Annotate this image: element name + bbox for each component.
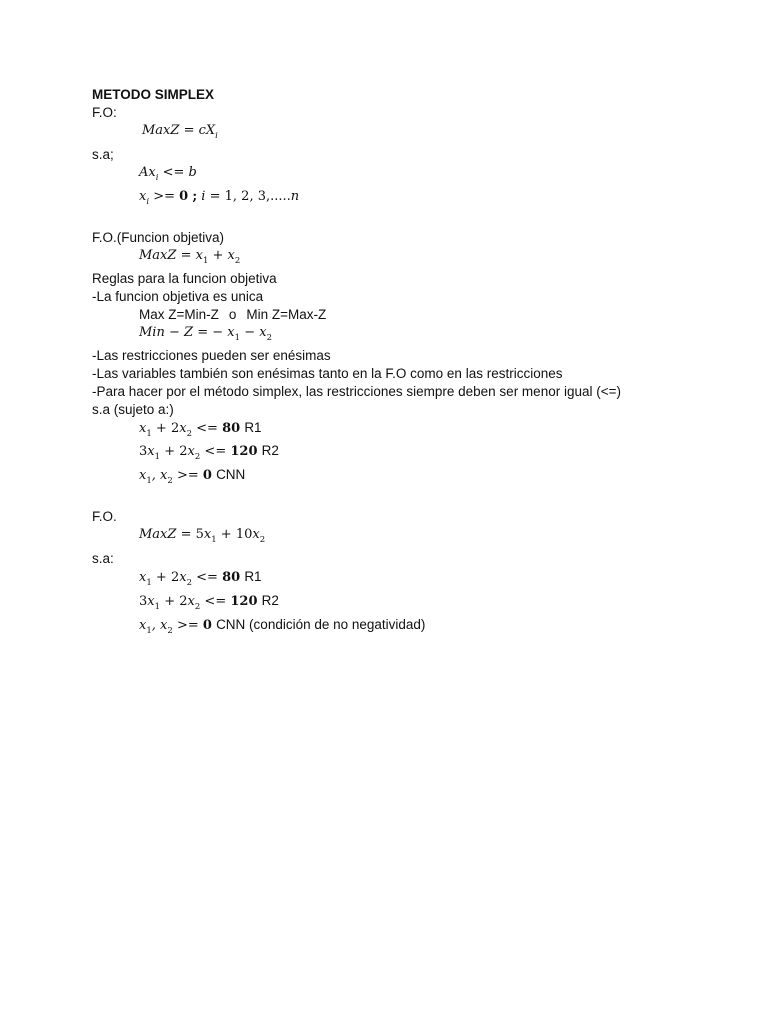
rule-variables: -Las variables también son enésimas tanto en la F.O como en las restricciones (92, 366, 563, 381)
example-constraint-cnn: $x_1$, $x_2 >= 0$ CNN (condición de no negatividad) (139, 617, 426, 636)
example-constraint-r2: $3x_1 + 2x_2 <= 120$ R2 (139, 593, 279, 612)
sa-label: s.a; (92, 147, 114, 162)
constraint-cnn: $x_1$, $x_2 >= 0$ CNN (139, 467, 246, 486)
fo-label-example: F.O. (92, 509, 117, 524)
fo-label: F.O: (92, 105, 117, 120)
constraint-general: $Ax_i <= b$ (139, 165, 197, 183)
rules-heading: Reglas para la funcion objetiva (92, 271, 277, 286)
page-title: METODO SIMPLEX (92, 87, 215, 102)
objective-example: MaxZ = $5x_1 + 10x_2$ (139, 527, 266, 545)
fo-label-objetiva: F.O.(Funcion objetiva) (92, 230, 225, 245)
equivalence-line: Max Z=Min-Z o Min Z=Max-Z (139, 307, 327, 322)
min-expression: Min − Z = − $x_1 - x_2$ (139, 325, 272, 343)
constraint-r1: $x_1 + 2x_2 <= 80$ R1 (139, 420, 262, 439)
rule-simplex: -Para hacer por el método simplex, las restricciones siempre deben ser menor igual (<=) (92, 384, 621, 399)
objective-general: MaxZ = $cX_i$ (142, 123, 218, 141)
rule-unique: -La funcion objetiva es unica (92, 289, 264, 304)
constraint-r2: $3x_1 + 2x_2 <= 120$ R2 (139, 443, 279, 462)
nonneg-general: $x_i >= 0$ ; i = 1, 2, 3,.....n (139, 189, 300, 207)
objective-sum: MaxZ = $x_1 + x_2$ (139, 248, 241, 266)
sa-sujeto-label: s.a (sujeto a:) (92, 402, 174, 417)
example-constraint-r1: $x_1 + 2x_2 <= 80$ R1 (139, 569, 262, 588)
rule-restrictions: -Las restricciones pueden ser enésimas (92, 348, 331, 363)
sa-label-example: s.a: (92, 551, 114, 566)
